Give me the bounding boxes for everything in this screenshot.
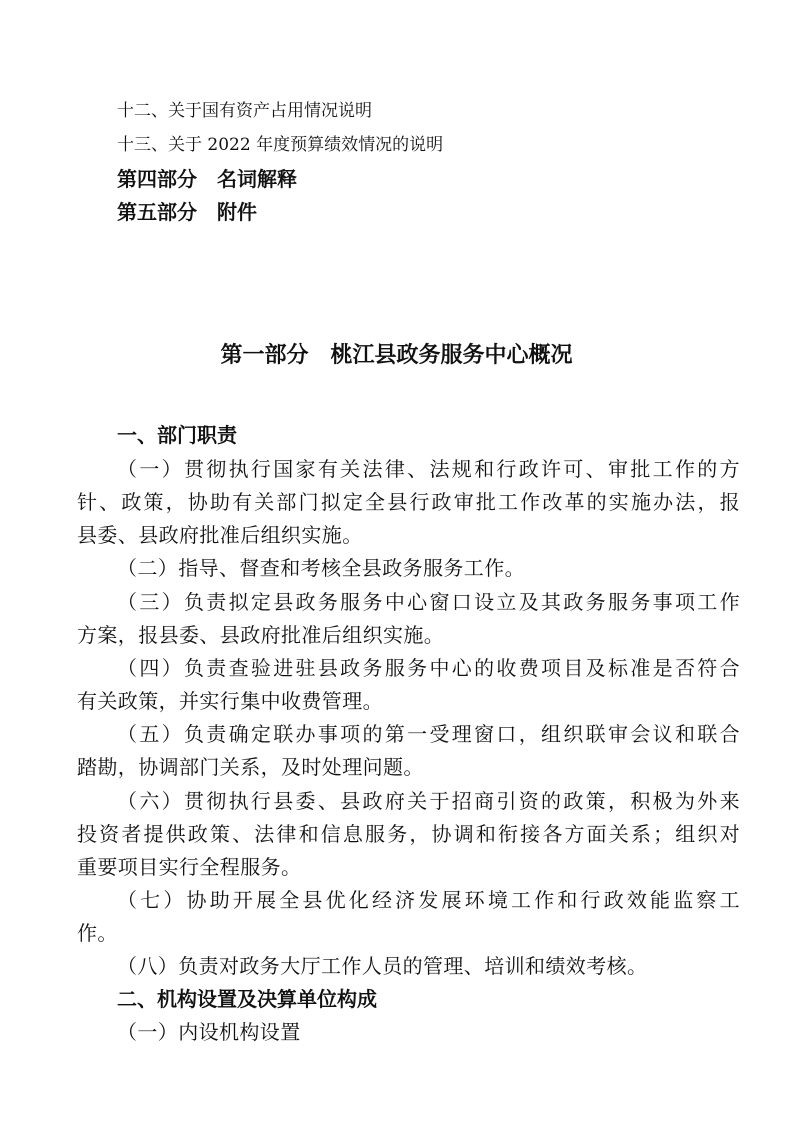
paragraph-line: 重要项目实行全程服务。	[77, 855, 302, 879]
toc-item-12: 十二、关于国有资产占用情况说明	[117, 101, 372, 121]
paragraph-line: （六）贯彻执行县委、县政府关于招商引资的政策，积极为外来	[117, 789, 740, 813]
paragraph-line: 方案，报县委、县政府批准后组织实施。	[77, 623, 445, 647]
paragraph-line: （三）负责拟定县政务服务中心窗口设立及其政务服务事项工作	[117, 590, 740, 614]
part-title: 第一部分 桃江县政务服务中心概况	[220, 343, 573, 368]
paragraph-line: （二）指导、督查和考核全县政务服务工作。	[117, 556, 525, 580]
section-heading-organization: 二、机构设置及决算单位构成	[117, 987, 377, 1011]
paragraph-line: 有关政策，并实行集中收费管理。	[77, 689, 383, 713]
toc-part-5: 第五部分 附件	[117, 200, 257, 224]
paragraph-line: 作。	[77, 921, 118, 945]
paragraph-line: （五）负责确定联办事项的第一受理窗口，组织联审会议和联合	[117, 722, 740, 746]
toc-item-13: 十三、关于 2022 年度预算绩效情况的说明	[117, 135, 444, 155]
paragraph-line: 针、政策，协助有关部门拟定全县行政审批工作改革的实施办法，报	[77, 490, 740, 514]
paragraph-line: （四）负责查验进驻县政务服务中心的收费项目及标准是否符合	[117, 656, 740, 680]
paragraph-line: （八）负责对政务大厅工作人员的管理、培训和绩效考核。	[117, 954, 648, 978]
toc-part-4: 第四部分 名词解释	[117, 167, 297, 191]
paragraph-line: 踏勘，协调部门关系，及时处理问题。	[77, 755, 424, 779]
subsection-title: （一）内设机构设置	[117, 1020, 301, 1044]
section-heading-responsibilities: 一、部门职责	[117, 423, 237, 447]
paragraph-line: （一）贯彻执行国家有关法律、法规和行政许可、审批工作的方	[117, 457, 740, 481]
paragraph-line: 县委、县政府批准后组织实施。	[77, 523, 363, 547]
paragraph-line: （七）协助开展全县优化经济发展环境工作和行政效能监察工	[117, 888, 740, 912]
paragraph-line: 投资者提供政策、法律和信息服务，协调和衔接各方面关系；组织对	[77, 822, 740, 846]
